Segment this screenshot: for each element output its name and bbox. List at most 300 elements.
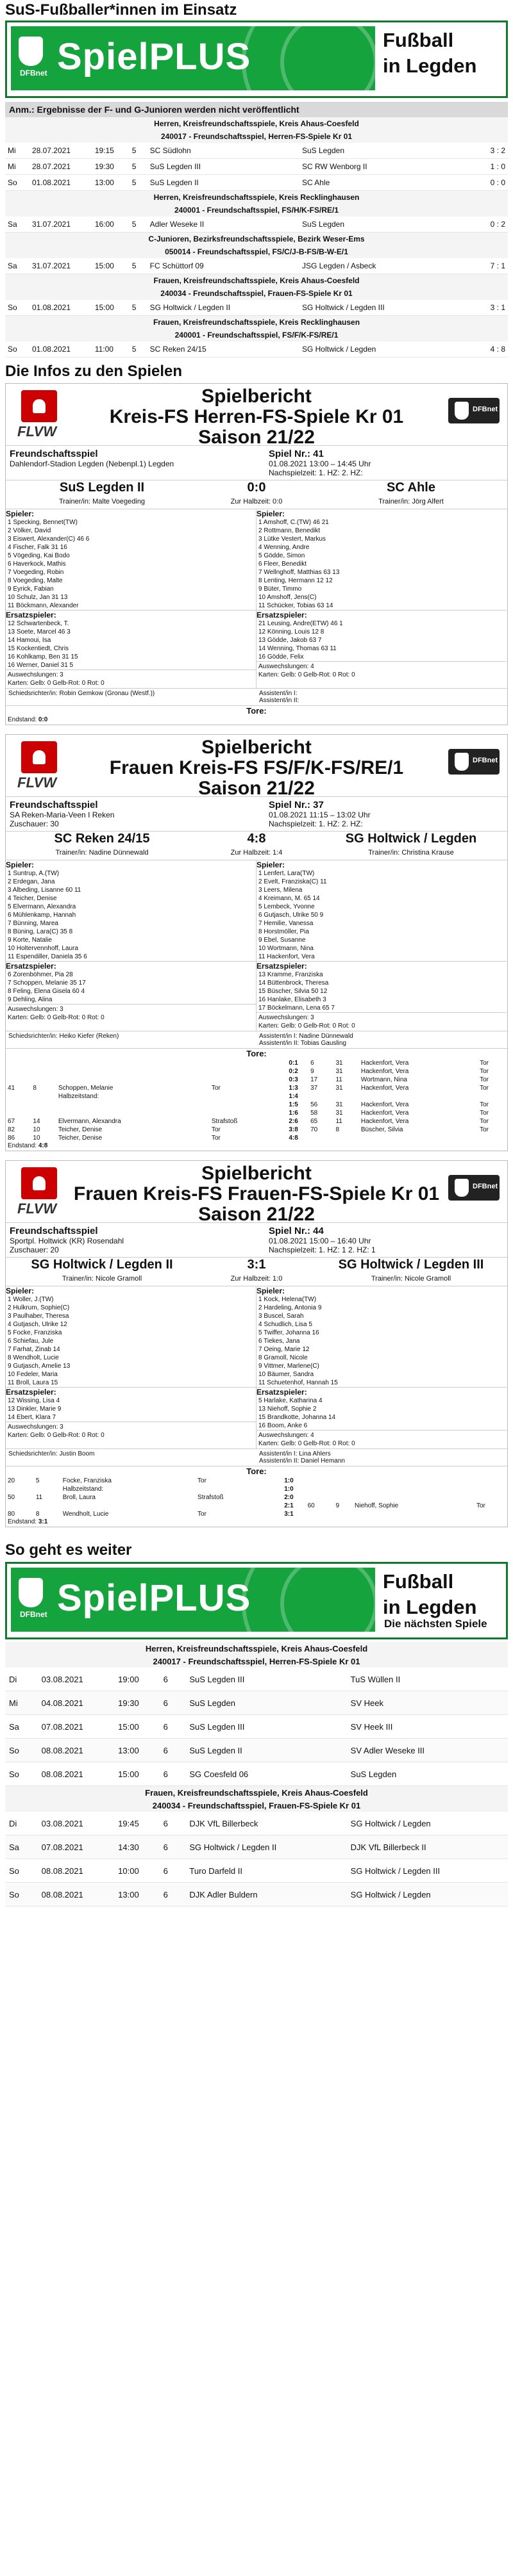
group-header: Herren, Kreisfreundschaftsspiele, Kreis Recklinghausen — [5, 191, 508, 204]
player-row — [256, 1337, 507, 1345]
final-score: 3:1 — [247, 1258, 266, 1272]
next-away: TuS Wüllen II — [347, 1668, 508, 1691]
subs-header: Ersatzspieler: — [256, 1387, 507, 1397]
player-row — [6, 869, 256, 878]
player-row — [6, 1320, 256, 1329]
banner-brand: SpielPLUS — [57, 1577, 251, 1619]
sub-entry: 17 Böckelmann, Lena 65 7 — [258, 1005, 335, 1012]
subs-header: Ersatzspieler: — [256, 610, 507, 619]
goal-cell: Strafstoß — [198, 1494, 224, 1501]
next-day: Di — [5, 1812, 38, 1835]
player-row — [6, 928, 256, 936]
goal-cell: Tor — [211, 1085, 221, 1092]
lineup-home — [6, 860, 256, 1031]
goal-cell: Tor — [476, 1502, 485, 1509]
lineup-header: Spieler: — [6, 1286, 35, 1295]
result-day: So — [5, 300, 29, 316]
sub-row — [6, 1413, 256, 1422]
goal-cell: 6 — [310, 1060, 314, 1067]
player-entry: 9 Vittmer, Marlene(C) — [258, 1363, 319, 1370]
sub-entry: 15 Kockentiedt, Chris — [8, 645, 69, 652]
dfb-logo-icon — [19, 1578, 43, 1607]
goal-cell: 82 — [8, 1126, 15, 1133]
goal-cell: Tor — [198, 1477, 206, 1484]
away-coach: Trainer/in: Nicole Gramoll — [371, 1275, 451, 1283]
player-row — [256, 878, 507, 886]
cards-count: Karten: Gelb: 0 Gelb-Rot: 0 Rot: 0 — [8, 1014, 105, 1021]
report-title-2: Frauen Kreis-FS FS/F/K-FS/RE/1 — [109, 757, 404, 778]
goal-cell: Tor — [480, 1085, 489, 1092]
group-header-row — [5, 130, 508, 143]
goal-cell — [6, 1076, 31, 1084]
goal-cell — [478, 1134, 507, 1142]
goal-cell — [6, 1502, 34, 1510]
player-row — [256, 919, 507, 928]
goal-cell — [31, 1109, 56, 1117]
player-row — [6, 552, 256, 560]
group-header: 240034 - Freundschaftsspiel, Frauen-FS-Spiele Kr 01 — [5, 287, 508, 300]
sub-entry: 16 Werner, Daniel 31 5 — [8, 662, 74, 669]
result-home: SC Südlohn — [147, 143, 299, 159]
player-entry: 8 Büning, Lara(C) 35 8 — [8, 928, 73, 935]
group-header: Frauen, Kreisfreundschaftsspiele, Kreis Ahaus-Coesfeld — [5, 1786, 508, 1800]
sub-entry: 21 Leusing, Andre(ETW) 46 1 — [258, 620, 343, 627]
lineups — [6, 509, 507, 688]
home-coach: Trainer/in: Nicole Gramoll — [62, 1275, 142, 1283]
goal-cell: Hackenfort, Vera — [360, 1101, 409, 1108]
goal-row — [6, 1502, 507, 1510]
goal-cell: Tor — [211, 1126, 221, 1133]
sub-row — [256, 971, 507, 979]
sub-row — [6, 979, 256, 987]
sub-entry: 13 Dinkler, Marie 9 — [8, 1406, 62, 1413]
cards-count: Karten: Gelb: 0 Gelb-Rot: 0 Rot: 0 — [8, 1432, 105, 1439]
result-home: SG Holtwick / Legden II — [147, 300, 299, 316]
next-date: 03.08.2021 — [38, 1668, 115, 1691]
goal-cell: Teicher, Denise — [58, 1126, 103, 1133]
banner-line2: in Legden — [383, 54, 477, 77]
next-nr: 6 — [160, 1739, 186, 1762]
next-away: SG Holtwick / Legden — [347, 1812, 508, 1835]
group-header-row — [5, 1642, 508, 1655]
referee: Schiedsrichter/in: Heiko Kiefer (Reken) — [8, 1033, 119, 1040]
result-res: 4 : 8 — [471, 341, 508, 357]
goals-title: Tore: — [246, 1466, 267, 1476]
goal-row — [6, 1493, 507, 1502]
goal-cell — [333, 1493, 353, 1502]
goal-cell — [6, 1059, 31, 1067]
substitutions-count: Auswechslungen: 3 — [6, 1422, 256, 1432]
next-time: 15:00 — [114, 1762, 159, 1786]
next-time: 10:00 — [114, 1859, 159, 1883]
goal-cell: 3:1 — [284, 1511, 294, 1518]
player-row — [6, 1295, 256, 1304]
sub-row — [256, 653, 507, 661]
goals-section — [6, 705, 507, 725]
next-time: 13:00 — [114, 1739, 159, 1762]
assistants: Assistent/in I: Nadine Dünnewald Assistent/in II: Tobias Gausling — [259, 1033, 353, 1047]
player-row — [256, 1345, 507, 1354]
player-row — [256, 1304, 507, 1312]
sub-entry: 16 Gödde, Felix — [258, 653, 304, 660]
referee: Schiedsrichter/in: Justin Boom — [8, 1450, 95, 1457]
player-entry: 6 Haverkock, Mathis — [8, 561, 66, 568]
referee-name: Heiko Kiefer (Reken) — [59, 1033, 119, 1040]
goal-cell: Hackenfort, Vera — [360, 1068, 409, 1075]
assistants: Assistent/in I: Assistent/in II: — [259, 690, 299, 704]
goal-cell: Strafstoß — [211, 1118, 238, 1125]
flvw-logo: FLVW — [17, 1167, 62, 1217]
player-row — [256, 911, 507, 919]
goals-end: Endstand: 3:1 — [8, 1518, 48, 1525]
goal-cell: Teicher, Denise — [58, 1135, 103, 1142]
next-away: DJK VfL Billerbeck II — [347, 1835, 508, 1859]
goal-cell: Tor — [480, 1076, 489, 1083]
goal-cell — [475, 1477, 507, 1485]
goal-cell — [34, 1502, 61, 1510]
goal-cell — [353, 1510, 475, 1518]
result-date: 28.07.2021 — [29, 159, 92, 175]
sub-row — [256, 996, 507, 1004]
sub-row — [6, 996, 256, 1004]
group-header: 240034 - Freundschaftsspiel, Frauen-FS-Spiele Kr 01 — [5, 1799, 508, 1812]
next-row — [5, 1668, 508, 1691]
sub-row — [256, 987, 507, 996]
sub-entry: 8 Feling, Elena Gisela 60 4 — [8, 988, 85, 995]
player-entry: 9 Büter, Timmo — [258, 586, 302, 593]
next-games-table — [5, 1642, 508, 1907]
result-res: 3 : 1 — [471, 300, 508, 316]
next-home: SuS Legden II — [185, 1739, 346, 1762]
player-row — [256, 928, 507, 936]
page-title: SuS-Fußballer*innen im Einsatz — [5, 1, 237, 19]
next-time: 19:45 — [114, 1812, 159, 1835]
next-home: SuS Legden — [185, 1691, 346, 1715]
report-title-2: Kreis-FS Herren-FS-Spiele Kr 01 — [109, 406, 404, 427]
match-number: Spiel Nr.: 44 — [269, 1226, 324, 1236]
result-day: So — [5, 341, 29, 357]
sub-entry: 13 Soete, Marcel 46 3 — [8, 628, 71, 636]
goal-cell — [333, 1092, 358, 1101]
goal-cell: Hackenfort, Vera — [360, 1118, 409, 1125]
lineup-header: Spieler: — [6, 509, 35, 518]
goal-cell: 11 — [335, 1076, 342, 1083]
lineup-header: Spieler: — [256, 509, 285, 518]
goal-cell: 58 — [310, 1110, 318, 1117]
lineup-home — [6, 1286, 256, 1448]
group-header-row — [5, 204, 508, 217]
goal-row — [6, 1126, 507, 1134]
player-row — [6, 1354, 256, 1362]
goal-cell: Tor — [198, 1511, 206, 1518]
result-away: SuS Legden — [299, 143, 471, 159]
result-res: 7 : 1 — [471, 258, 508, 274]
player-row — [256, 1362, 507, 1370]
result-day: Mi — [5, 143, 29, 159]
goal-cell: 65 — [310, 1118, 318, 1125]
result-res: 1 : 0 — [471, 159, 508, 175]
player-entry: 8 Lenting, Hermann 12 12 — [258, 577, 333, 584]
next-row — [5, 1739, 508, 1762]
result-date: 28.07.2021 — [29, 143, 92, 159]
spielplus-banner-2 — [5, 1562, 508, 1639]
goal-cell: 9 — [310, 1068, 314, 1075]
flvw-logo: FLVW — [17, 741, 62, 791]
goal-cell — [196, 1502, 272, 1510]
score-line — [6, 832, 507, 860]
goal-cell — [333, 1510, 353, 1518]
goal-cell — [6, 1101, 31, 1109]
goal-cell: 67 — [8, 1118, 15, 1125]
goal-cell: Büscher, Silvia — [360, 1126, 403, 1133]
end-score: 0:0 — [38, 716, 48, 723]
infos-title: Die Infos zu den Spielen — [5, 363, 183, 380]
sub-entry: 13 Gödde, Jakob 63 7 — [258, 637, 322, 644]
next-away: SG Holtwick / Legden — [347, 1883, 508, 1907]
goal-cell — [210, 1059, 278, 1067]
result-day: Sa — [5, 258, 29, 274]
goal-cell: Tor — [480, 1101, 489, 1108]
player-entry: 2 Hulkrum, Sophie(C) — [8, 1304, 70, 1311]
match-number: Spiel Nr.: 41 — [269, 448, 324, 459]
next-date: 07.08.2021 — [38, 1835, 115, 1859]
goal-cell: 20 — [8, 1477, 15, 1484]
match-report — [5, 1160, 508, 1527]
player-row — [6, 518, 256, 527]
goal-cell — [56, 1076, 210, 1084]
spectators: Zuschauer: 30 — [10, 819, 59, 828]
player-entry: 1 Lenfert, Lara(TW) — [258, 870, 315, 877]
goal-cell — [31, 1067, 56, 1076]
goal-cell — [353, 1477, 475, 1485]
player-row — [6, 1329, 256, 1337]
sub-row — [6, 619, 256, 628]
next-row — [5, 1835, 508, 1859]
group-header: C-Junioren, Bezirksfreundschaftsspiele, Bezirk Weser-Ems — [5, 233, 508, 246]
sub-row — [256, 1405, 507, 1413]
goal-cell: 8 — [35, 1511, 40, 1518]
goal-cell: 0:2 — [289, 1068, 298, 1075]
group-header-row — [5, 1799, 508, 1812]
flvw-icon — [21, 741, 57, 773]
group-header-row — [5, 233, 508, 246]
player-entry: 8 Gramoll, Nicole — [258, 1354, 308, 1361]
goals-section — [6, 1466, 507, 1527]
sub-row — [256, 979, 507, 987]
banner-sub: Die nächsten Spiele — [384, 1618, 487, 1630]
goal-cell: 70 — [310, 1126, 318, 1133]
player-entry: 2 Evelt, Franziska(C) 11 — [258, 878, 327, 885]
player-row — [6, 886, 256, 894]
goal-cell — [210, 1067, 278, 1076]
goal-cell: Elvermann, Alexandra — [58, 1118, 121, 1125]
goal-cell: Hackenfort, Vera — [360, 1060, 409, 1067]
officials — [6, 1031, 507, 1048]
next-date: 08.08.2021 — [38, 1883, 115, 1907]
goal-cell — [210, 1076, 278, 1084]
sub-row — [6, 644, 256, 653]
next-row — [5, 1715, 508, 1739]
substitutions-count: Auswechslungen: 3 — [256, 1012, 507, 1022]
venue: Dahlendorf-Stadion Legden (Nebenpl.1) Legden — [10, 459, 174, 468]
report-title-2: Frauen Kreis-FS Frauen-FS-Spiele Kr 01 — [73, 1183, 440, 1204]
player-row — [256, 585, 507, 593]
next-row — [5, 1883, 508, 1907]
next-row — [5, 1762, 508, 1786]
group-header-row — [5, 287, 508, 300]
player-entry: 9 Ebel, Susanne — [258, 937, 306, 944]
result-date: 31.07.2021 — [29, 217, 92, 233]
assistant-2: Tobias Gausling — [300, 1040, 346, 1047]
result-nr: 5 — [130, 159, 147, 175]
banner-brand: SpielPLUS — [57, 36, 251, 78]
player-row — [6, 936, 256, 944]
next-nr: 6 — [160, 1715, 186, 1739]
home-team: SuS Legden II — [59, 480, 145, 495]
group-header: Frauen, Kreisfreundschaftsspiele, Kreis Recklinghausen — [5, 316, 508, 329]
goal-cell: 31 — [335, 1068, 343, 1075]
player-row — [6, 602, 256, 610]
next-nr: 6 — [160, 1691, 186, 1715]
banner-line1: Fußball — [383, 29, 454, 51]
player-row — [6, 577, 256, 585]
player-row — [256, 1354, 507, 1362]
result-res: 3 : 2 — [471, 143, 508, 159]
player-entry: 2 Völker, David — [8, 527, 51, 534]
goals-section — [6, 1048, 507, 1151]
report-title-1: Spielbericht — [201, 386, 312, 407]
group-header-row — [5, 274, 508, 288]
report-header — [6, 384, 507, 446]
player-row — [6, 911, 256, 919]
next-away: SG Holtwick / Legden III — [347, 1859, 508, 1883]
referee-name: Justin Boom — [59, 1450, 95, 1457]
report-title-1: Spielbericht — [201, 737, 312, 758]
player-row — [6, 1304, 256, 1312]
extra-time: Nachspielzeit: 1. HZ: 2. HZ: — [269, 468, 363, 477]
player-entry: 8 Horstmöller, Pia — [258, 928, 309, 935]
goals-title: Tore: — [246, 1049, 267, 1058]
result-away: SG Holtwick / Legden — [299, 341, 471, 357]
player-entry: 4 Kreimann, M. 65 14 — [258, 895, 320, 902]
lineup-away — [256, 509, 507, 688]
goal-cell: 10 — [33, 1126, 40, 1133]
player-entry: 10 Amshoff, Jens(C) — [258, 594, 317, 601]
result-row — [5, 258, 508, 274]
sub-entry: 14 Wenning, Thomas 63 11 — [258, 645, 337, 652]
player-entry: 6 Fleer, Benedikt — [258, 561, 307, 568]
officials — [6, 1448, 507, 1466]
sub-row — [256, 1422, 507, 1430]
assistant-1: Lina Ahlers — [299, 1450, 331, 1457]
goal-cell: 50 — [8, 1494, 15, 1501]
sub-row — [6, 653, 256, 661]
goal-cell: 1:5 — [289, 1101, 298, 1108]
player-row — [6, 1345, 256, 1354]
result-row — [5, 175, 508, 191]
match-kind: Freundschaftsspiel — [10, 1226, 98, 1236]
player-row — [6, 568, 256, 577]
home-team: SC Reken 24/15 — [54, 832, 150, 846]
player-row — [6, 527, 256, 535]
goal-cell: Tor — [480, 1068, 489, 1075]
goal-cell — [6, 1109, 31, 1117]
goal-cell: 8 — [335, 1126, 340, 1133]
player-entry: 7 Oeing, Marie 12 — [258, 1346, 310, 1353]
next-home: DJK VfL Billerbeck — [185, 1812, 346, 1835]
sub-row — [6, 628, 256, 636]
player-entry: 7 Bünning, Marea — [8, 920, 58, 927]
home-coach: Trainer/in: Nadine Dünnewald — [55, 849, 149, 857]
lineup-header: Spieler: — [6, 860, 35, 869]
group-header: Frauen, Kreisfreundschaftsspiele, Kreis Ahaus-Coesfeld — [5, 274, 508, 288]
dfb-badge-icon: DFBnet — [448, 1175, 500, 1201]
goal-row — [6, 1076, 507, 1084]
player-entry: 10 Fedeler, Maria — [8, 1371, 58, 1378]
result-date: 31.07.2021 — [29, 258, 92, 274]
next-time: 13:00 — [114, 1883, 159, 1907]
sub-row — [6, 987, 256, 996]
lineups — [6, 860, 507, 1031]
player-entry: 11 Schuetenhof, Hannah 15 — [258, 1379, 338, 1386]
player-entry: 11 Broll, Laura 15 — [8, 1379, 58, 1386]
next-home: Turo Darfeld II — [185, 1859, 346, 1883]
player-entry: 4 Gutjasch, Ulrike 12 — [8, 1321, 67, 1328]
report-meta — [6, 1223, 507, 1258]
result-away: SuS Legden — [299, 217, 471, 233]
dfb-label: DFBnet — [20, 69, 47, 78]
player-entry: 10 Schulz, Jan 31 13 — [8, 594, 68, 601]
player-entry: 8 Wendholt, Lucie — [8, 1354, 59, 1361]
goal-cell: 31 — [335, 1110, 343, 1117]
result-nr: 5 — [130, 175, 147, 191]
goal-cell — [306, 1493, 334, 1502]
group-header-row — [5, 316, 508, 329]
player-entry: 2 Hardeling, Antonia 9 — [258, 1304, 322, 1311]
player-row — [6, 1370, 256, 1379]
goal-cell — [475, 1510, 507, 1518]
next-day: Sa — [5, 1835, 38, 1859]
match-number: Spiel Nr.: 37 — [269, 800, 324, 810]
player-row — [256, 535, 507, 543]
goal-cell: 37 — [310, 1085, 318, 1092]
goal-cell: 0:1 — [289, 1060, 298, 1067]
result-date: 01.08.2021 — [29, 175, 92, 191]
group-header: 240001 - Freundschaftsspiel, FS/H/K-FS/RE/1 — [5, 204, 508, 217]
result-row — [5, 300, 508, 316]
away-coach: Trainer/in: Jörg Alfert — [378, 498, 444, 505]
player-entry: 10 Bäumer, Sandra — [258, 1371, 314, 1378]
player-entry: 7 Wellnghoff, Matthias 63 13 — [258, 569, 340, 576]
player-entry: 5 Lembeck, Yvonne — [258, 903, 315, 910]
result-nr: 5 — [130, 143, 147, 159]
goal-cell: 60 — [307, 1502, 315, 1509]
goal-cell — [6, 1092, 31, 1101]
player-row — [6, 535, 256, 543]
goal-cell — [31, 1092, 56, 1101]
goal-cell: 14 — [33, 1118, 40, 1125]
player-entry: 6 Mühlenkamp, Hannah — [8, 912, 76, 919]
player-row — [256, 543, 507, 552]
player-entry: 5 Elvermann, Alexandra — [8, 903, 76, 910]
sub-entry: 13 Kramme, Franziska — [258, 971, 323, 978]
next-nr: 6 — [160, 1835, 186, 1859]
report-meta — [6, 797, 507, 832]
goal-cell — [306, 1510, 334, 1518]
result-nr: 5 — [130, 300, 147, 316]
sub-entry: 13 Niehoff, Sophie 2 — [258, 1406, 317, 1413]
result-time: 15:00 — [92, 300, 130, 316]
